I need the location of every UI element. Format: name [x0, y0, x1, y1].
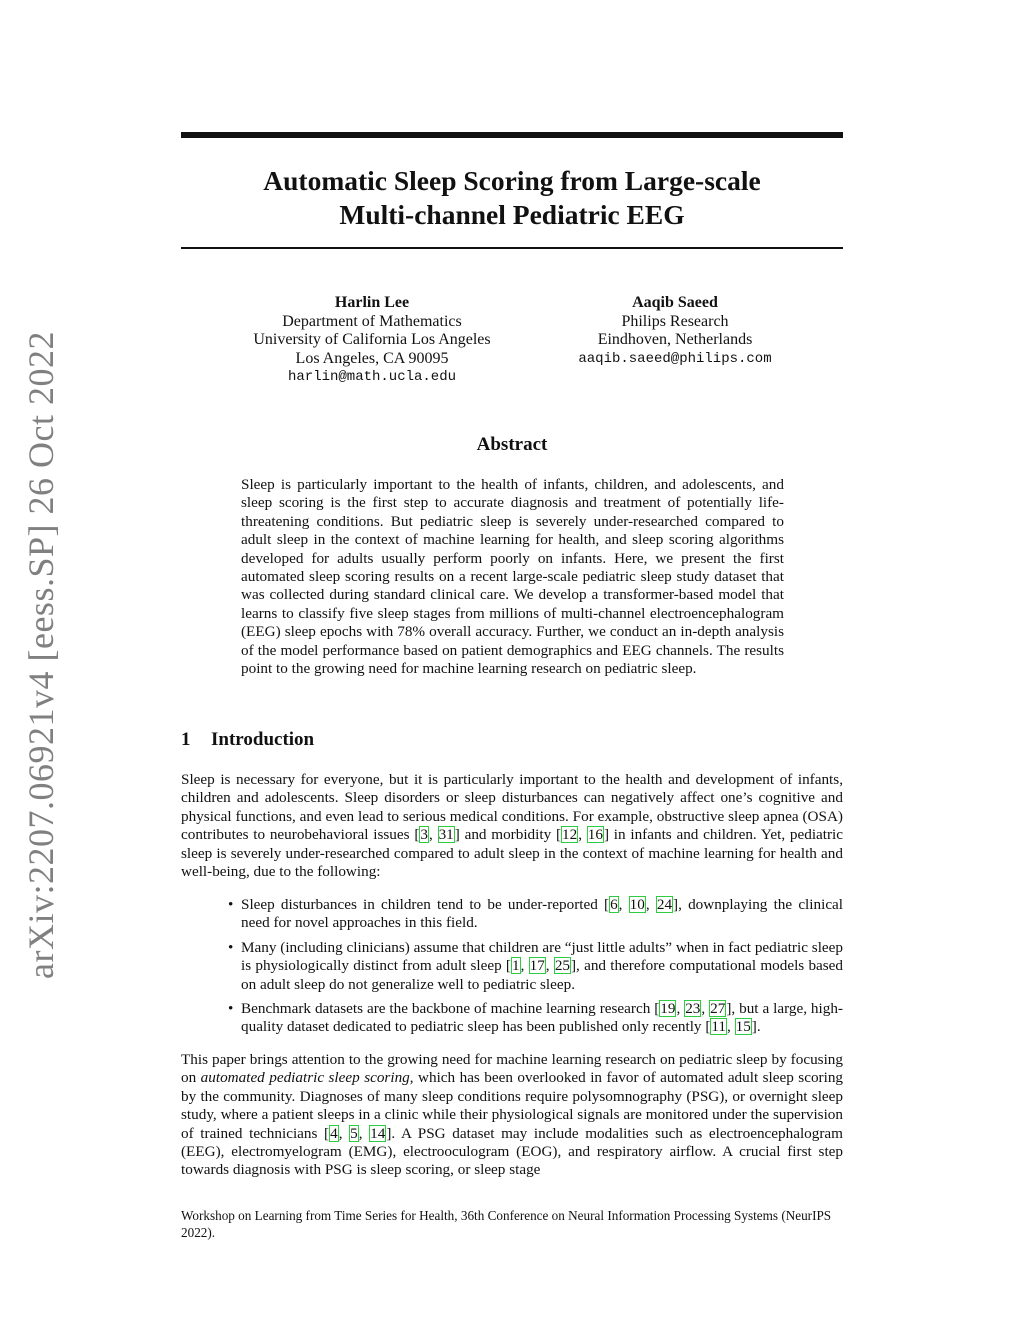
- citation-separator: ,: [428, 826, 438, 844]
- citation-link[interactable]: 5: [350, 1124, 358, 1142]
- citation-link[interactable]: 19: [660, 1000, 676, 1018]
- author-affiliation-line: Los Angeles, CA 90095: [295, 349, 449, 367]
- citation-separator: ,: [578, 826, 587, 844]
- citation-link[interactable]: 31: [438, 826, 454, 844]
- citation-link[interactable]: 12: [562, 826, 578, 844]
- citation-link[interactable]: 24: [656, 896, 673, 913]
- bullet-icon: •: [228, 938, 234, 956]
- citation-link[interactable]: 3: [420, 826, 428, 844]
- list-item-text: ], downplaying the clinical need for novel approaches in this field.: [241, 896, 844, 932]
- citation-link[interactable]: 10: [629, 896, 645, 913]
- title-bottom-rule: [181, 247, 843, 249]
- list-item-text: ], and therefore computational models based on adult sleep do not generalize well to pediatric sleep.: [241, 957, 844, 993]
- citation-separator: ,: [727, 1018, 735, 1036]
- citation-link[interactable]: 6: [610, 896, 618, 913]
- citation-separator: ,: [645, 896, 656, 913]
- list-item-text: ].: [751, 1018, 761, 1036]
- list-item: [181, 1000, 843, 1037]
- citation-link[interactable]: 4: [330, 1124, 338, 1142]
- citation-link[interactable]: 14: [370, 1124, 386, 1142]
- arxiv-identifier: arXiv:2207.06921v4 [eess.SP] 26 Oct 2022: [21, 331, 61, 979]
- list-item-text: Benchmark datasets are the backbone of machine learning research [: [241, 1000, 660, 1018]
- citation-separator: ,: [520, 957, 529, 975]
- list-item-text: Many (including clinicians) assume that children are “just little adults” when in fact pediatric sleep is physiologically distinct from adult sleep [: [241, 938, 843, 975]
- author-email: harlin@math.ucla.edu: [287, 369, 457, 385]
- section-title: Introduction: [211, 729, 315, 750]
- citation-separator: ,: [545, 957, 554, 975]
- section-heading-introduction: [181, 729, 314, 751]
- author-affiliation-line: Eindhoven, Netherlands: [597, 331, 753, 348]
- author-name: Aaqib Saeed: [632, 294, 718, 311]
- citation-link[interactable]: 16: [587, 826, 603, 844]
- paragraph-text: ] in infants and children. Yet, pediatric sleep is severely under-researched compared to adult sleep in the context of machine learning for health and well-being, due to the following:: [181, 826, 844, 881]
- intro-paragraph-2: [181, 1051, 843, 1180]
- citation-link[interactable]: 23: [685, 1000, 701, 1018]
- citation-separator: ,: [701, 1000, 710, 1018]
- author-block-1: [232, 294, 512, 387]
- title-line-2: Multi-channel Pediatric EEG: [339, 199, 685, 230]
- citation-link[interactable]: 27: [710, 1000, 726, 1018]
- list-item: [181, 939, 843, 994]
- bullet-icon: •: [228, 896, 234, 913]
- intro-paragraph-1: [181, 771, 843, 881]
- list-item-text: Sleep disturbances in children tend to be under-reported [: [241, 896, 610, 913]
- author-affiliation-line: Philips Research: [621, 312, 729, 330]
- title-top-rule: [181, 132, 843, 138]
- paragraph-text: ] and morbidity [: [454, 826, 561, 844]
- emphasized-phrase: automated pediatric sleep scoring: [200, 1069, 410, 1087]
- citation-link[interactable]: 25: [554, 957, 570, 975]
- paragraph-text: ]. A PSG dataset may include modalities such as electroencephalogram (EEG), electromyelogram (EMG), electrooculogram (EOG), and respiratory airflow. A crucial first step towards diagnosis with PSG is sleep scoring, or sleep stage: [181, 1124, 843, 1179]
- author-block-2: [560, 294, 790, 368]
- author-affiliation-line: University of California Los Angeles: [253, 331, 491, 348]
- bullet-icon: •: [228, 1000, 234, 1018]
- section-number: 1: [181, 729, 191, 750]
- paragraph-text: , which has been overlooked in favor of automated adult sleep scoring by the community. Diagnoses of many sleep conditions require polysomnography (PSG), or overnight sleep study, where a patient sleeps in a clinic while their physiological signals are monitored under the supervision of trained technicians [: [181, 1069, 844, 1142]
- arxiv-stamp: [0, 0, 78, 1325]
- abstract-heading: Abstract: [476, 434, 548, 455]
- list-item-text: ], but a large, high-quality dataset dedicated to pediatric sleep has been published only recently [: [241, 1000, 843, 1036]
- citation-separator: ,: [676, 1000, 685, 1018]
- abstract-text: Sleep is particularly important to the health of infants, children, and adolescents, and sleep scoring is the first step to accurate diagnosis and treatment of potentially life-threatening conditions. But pediatric sleep is severely under-researched compared to adult sleep in the context of machine learning for health, and sleep scoring algorithms developed for adults usually perform poorly on infants. Here, we present the first automated sleep scoring results on a recent large-scale pediatric sleep study dataset that was collected during standard clinical care. We develop a transformer-based model that learns to classify five sleep stages from millions of multi-channel electroencephalogram (EEG) sleep epochs with 78% overall accuracy. Further, we conduct an in-depth analysis of the model performance based on patient demographics and EEG channels. The results point to the growing need for machine learning research on pediatric sleep.: [241, 476, 784, 678]
- title-line-1: Automatic Sleep Scoring from Large-scale: [263, 165, 761, 196]
- citation-separator: ,: [618, 896, 629, 913]
- paragraph-text: Sleep is necessary for everyone, but it is particularly important to the health and development of infants, children and adolescents. Sleep disorders or sleep disturbances can negatively affect one’s cognitive and physical functions, and even lead to serious medical conditions. For example, obstructive sleep apnea (OSA) contributes to neurobehavioral issues [: [181, 771, 843, 844]
- citation-link[interactable]: 17: [529, 957, 545, 975]
- author-email: aaqib.saeed@philips.com: [578, 350, 772, 367]
- venue-footnote: Workshop on Learning from Time Series for Health, 36th Conference on Neural Information Processing Systems (NeurIPS 2022).: [181, 1208, 832, 1240]
- citation-separator: ,: [358, 1124, 370, 1142]
- citation-link[interactable]: 1: [511, 957, 520, 975]
- citation-link[interactable]: 15: [735, 1018, 751, 1036]
- author-affiliation-line: Department of Mathematics: [282, 312, 462, 330]
- paper-title: [181, 164, 843, 232]
- paragraph-text: This paper brings attention to the growing need for machine learning research on pediatric sleep by focusing on: [181, 1051, 843, 1087]
- author-name: Harlin Lee: [334, 294, 410, 311]
- citation-link[interactable]: 11: [711, 1018, 727, 1036]
- citation-separator: ,: [338, 1124, 350, 1142]
- intro-bullet-list: [181, 896, 843, 1043]
- list-item: [181, 896, 843, 933]
